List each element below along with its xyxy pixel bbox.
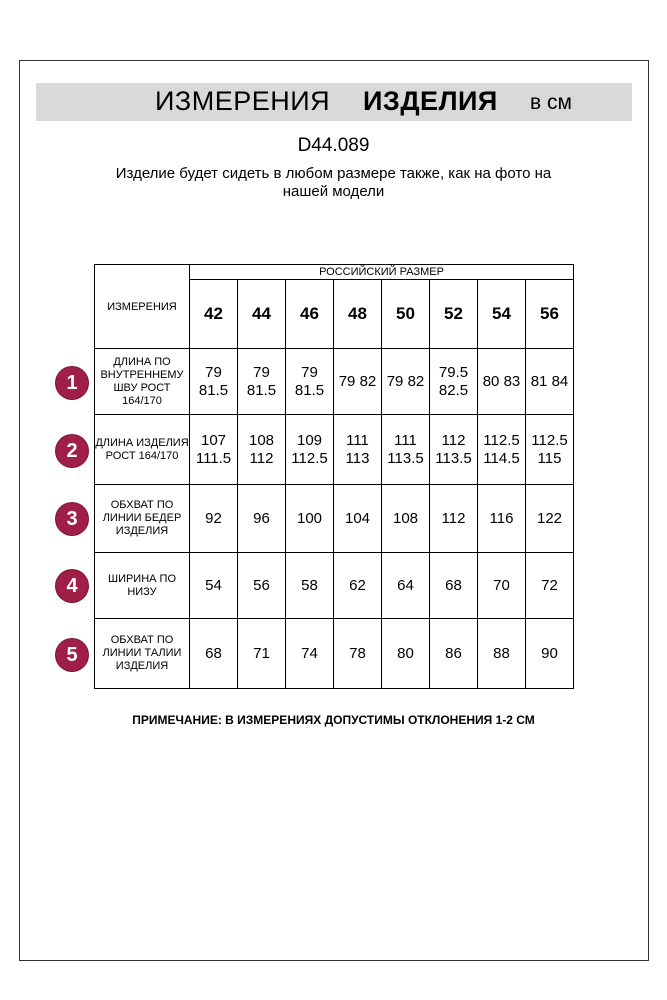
table-cell: 80 83 [478, 349, 526, 415]
table-cell: 92 [190, 485, 238, 553]
table-cell: 79 82 [334, 349, 382, 415]
size-header: 50 [382, 280, 430, 349]
fit-note: Изделие будет сидеть в любом размере также, как на фото на нашей модели [115, 165, 552, 200]
table-cell: 54 [190, 553, 238, 619]
table-row [95, 349, 574, 415]
table-cell: 112.5 114.5 [478, 415, 526, 485]
table-cell: 122 [526, 485, 574, 553]
title-bold: ИЗДЕЛИЯ [363, 86, 498, 116]
table-cell: 79 81.5 [286, 349, 334, 415]
title-regular: ИЗМЕРЕНИЯ [155, 86, 331, 116]
row-number-badge: 1 [56, 367, 88, 399]
size-header: 46 [286, 280, 334, 349]
table-cell: 78 [334, 619, 382, 689]
table-cell: 56 [238, 553, 286, 619]
row-number-badge: 5 [56, 639, 88, 671]
table-cell: 79 82 [382, 349, 430, 415]
table-cell: 79 81.5 [190, 349, 238, 415]
table-cell: 112 [430, 485, 478, 553]
table-cell: 109 112.5 [286, 415, 334, 485]
table-cell: 81 84 [526, 349, 574, 415]
table-cell: 64 [382, 553, 430, 619]
table-cell: 70 [478, 553, 526, 619]
tolerance-note: ПРИМЕЧАНИЕ: В ИЗМЕРЕНИЯХ ДОПУСТИМЫ ОТКЛОНЕНИЯ 1-2 СМ [132, 713, 535, 727]
row-label: ОБХВАТ ПО ЛИНИИ ТАЛИИ ИЗДЕЛИЯ [95, 619, 190, 689]
title-unit: в см [530, 91, 572, 114]
size-group-header: РОССИЙСКИЙ РАЗМЕР [190, 265, 574, 280]
table-cell: 62 [334, 553, 382, 619]
table-row [95, 619, 574, 689]
table-cell: 116 [478, 485, 526, 553]
table-cell: 86 [430, 619, 478, 689]
size-chart-table [94, 264, 574, 689]
table-cell: 88 [478, 619, 526, 689]
row-number-badge: 4 [56, 570, 88, 602]
table-cell: 108 112 [238, 415, 286, 485]
size-header: 48 [334, 280, 382, 349]
article-number: D44.089 [297, 135, 370, 156]
table-row [95, 415, 574, 485]
table-cell: 100 [286, 485, 334, 553]
row-number-badge: 3 [56, 503, 88, 535]
table-cell: 112.5 115 [526, 415, 574, 485]
row-label: ДЛИНА ИЗДЕЛИЯ РОСТ 164/170 [95, 415, 190, 485]
table-cell: 108 [382, 485, 430, 553]
row-label: ДЛИНА ПО ВНУТРЕННЕМУ ШВУ РОСТ 164/170 [95, 349, 190, 415]
table-row [95, 485, 574, 553]
table-cell: 111 113.5 [382, 415, 430, 485]
table-cell: 104 [334, 485, 382, 553]
table-cell: 80 [382, 619, 430, 689]
table-cell: 79 81.5 [238, 349, 286, 415]
measure-header: ИЗМЕРЕНИЯ [95, 265, 190, 349]
size-header: 54 [478, 280, 526, 349]
table-cell: 111 113 [334, 415, 382, 485]
size-header: 42 [190, 280, 238, 349]
table-cell: 96 [238, 485, 286, 553]
row-number-badge: 2 [56, 435, 88, 467]
table-cell: 68 [430, 553, 478, 619]
table-cell: 68 [190, 619, 238, 689]
row-label: ОБХВАТ ПО ЛИНИИ БЕДЕР ИЗДЕЛИЯ [95, 485, 190, 553]
size-header: 52 [430, 280, 478, 349]
table-cell: 107 111.5 [190, 415, 238, 485]
row-label: ШИРИНА ПО НИЗУ [95, 553, 190, 619]
table-cell: 112 113.5 [430, 415, 478, 485]
table-cell: 71 [238, 619, 286, 689]
table-row [95, 553, 574, 619]
table-cell: 90 [526, 619, 574, 689]
table-cell: 79.5 82.5 [430, 349, 478, 415]
table-cell: 74 [286, 619, 334, 689]
size-header: 56 [526, 280, 574, 349]
table-cell: 58 [286, 553, 334, 619]
size-header: 44 [238, 280, 286, 349]
table-cell: 72 [526, 553, 574, 619]
